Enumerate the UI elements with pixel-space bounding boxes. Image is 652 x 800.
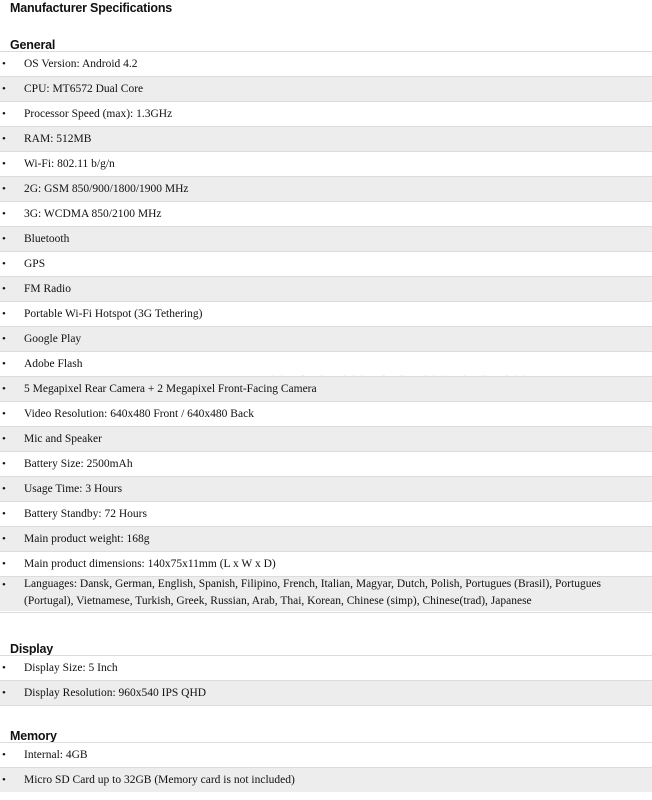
list-item: [0, 680, 652, 705]
bullet-icon: •: [2, 533, 6, 545]
list-item-text: GPS: [24, 258, 46, 270]
section-divider: [0, 705, 652, 706]
bullet-icon: •: [2, 83, 6, 95]
bullet-icon: •: [2, 408, 6, 420]
spec-list-general: [0, 51, 652, 611]
list-item-text: Battery Standby: 72 Hours: [24, 508, 147, 520]
list-item-text: Google Play: [24, 333, 82, 345]
bullet-icon: •: [2, 108, 6, 120]
list-item: [0, 276, 652, 301]
list-item-text: 2G: GSM 850/900/1800/1900 MHz: [24, 183, 189, 195]
bullet-icon: •: [2, 483, 6, 495]
bullet-icon: •: [2, 333, 6, 345]
list-item-text: Usage Time: 3 Hours: [24, 483, 123, 495]
list-item: [0, 551, 652, 576]
list-item: [0, 576, 652, 611]
list-item: [0, 176, 652, 201]
list-item-text: RAM: 512MB: [24, 133, 92, 145]
list-item: [0, 501, 652, 526]
bullet-icon: •: [2, 183, 6, 195]
bullet-icon: •: [2, 687, 6, 699]
list-item: [0, 426, 652, 451]
bullet-icon: •: [2, 662, 6, 674]
list-item: [0, 526, 652, 551]
list-item: [0, 476, 652, 501]
bullet-icon: •: [2, 579, 6, 591]
bullet-icon: •: [2, 383, 6, 395]
list-item: [0, 301, 652, 326]
list-item: [0, 126, 652, 151]
list-item-text: Wi-Fi: 802.11 b/g/n: [24, 158, 115, 170]
list-item-text: 3G: WCDMA 850/2100 MHz: [24, 208, 162, 220]
list-item-text: Main product dimensions: 140x75x11mm (L x W x D): [24, 558, 276, 570]
list-item-text: Micro SD Card up to 32GB (Memory card is not included): [24, 774, 295, 786]
list-item-text: Display Size: 5 Inch: [24, 662, 118, 674]
section-heading-display: Display: [10, 642, 54, 656]
list-item-text: Bluetooth: [24, 233, 70, 245]
bullet-icon: •: [2, 508, 6, 520]
list-item: [0, 76, 652, 101]
list-item-text: Battery Size: 2500mAh: [24, 458, 133, 470]
list-item: [0, 376, 652, 401]
spec-list-memory: [0, 742, 652, 792]
section-heading-general: General: [10, 38, 56, 52]
list-item-text: Portable Wi-Fi Hotspot (3G Tethering): [24, 308, 203, 320]
bullet-icon: •: [2, 749, 6, 761]
list-item: [0, 351, 652, 376]
section-divider: [0, 612, 652, 613]
spec-list-display: [0, 655, 652, 705]
list-item-text: Processor Speed (max): 1.3GHz: [24, 108, 173, 120]
list-item-text: Main product weight: 168g: [24, 533, 150, 545]
list-item: [0, 101, 652, 126]
bullet-icon: •: [2, 774, 6, 786]
list-item-text: Video Resolution: 640x480 Front / 640x480 Back: [24, 408, 254, 420]
list-item-text: Display Resolution: 960x540 IPS QHD: [24, 687, 207, 699]
bullet-icon: •: [2, 308, 6, 320]
list-item-text: Internal: 4GB: [24, 749, 88, 761]
bullet-icon: •: [2, 558, 6, 570]
list-item: [0, 401, 652, 426]
section-heading-memory: Memory: [10, 729, 57, 743]
bullet-icon: •: [2, 58, 6, 70]
bullet-icon: •: [2, 133, 6, 145]
list-item: [0, 326, 652, 351]
bullet-icon: •: [2, 458, 6, 470]
bullet-icon: •: [2, 433, 6, 445]
list-item-text: Adobe Flash: [24, 358, 83, 370]
bullet-icon: •: [2, 233, 6, 245]
list-item: [0, 51, 652, 76]
bullet-icon: •: [2, 208, 6, 220]
list-item: [0, 451, 652, 476]
bullet-icon: •: [2, 158, 6, 170]
bullet-icon: •: [2, 258, 6, 270]
list-item-text: CPU: MT6572 Dual Core: [24, 83, 144, 95]
list-item: [0, 251, 652, 276]
list-item-text: OS Version: Android 4.2: [24, 58, 138, 70]
list-item: [0, 742, 652, 767]
list-item-text: Mic and Speaker: [24, 433, 102, 445]
list-item-text: FM Radio: [24, 283, 71, 295]
list-item: [0, 201, 652, 226]
list-item: [0, 655, 652, 680]
list-item-text: Languages: Dansk, German, English, Spanish, Filipino, French, Italian, Magyar, Dutch, Polish, Portugues (Brasil), Portugues (Portugal), Vietnamese, Turkish, Greek, Russian, Arab, Thai, Korean, Chinese (simp), Chinese(trad), Japanese: [24, 578, 602, 607]
list-item: [0, 151, 652, 176]
list-item-text: 5 Megapixel Rear Camera + 2 Megapixel Front-Facing Camera: [24, 383, 317, 395]
list-item: [0, 767, 652, 792]
bullet-icon: •: [2, 283, 6, 295]
bullet-icon: •: [2, 358, 6, 370]
list-item: [0, 226, 652, 251]
page-title: Manufacturer Specifications: [10, 1, 173, 15]
